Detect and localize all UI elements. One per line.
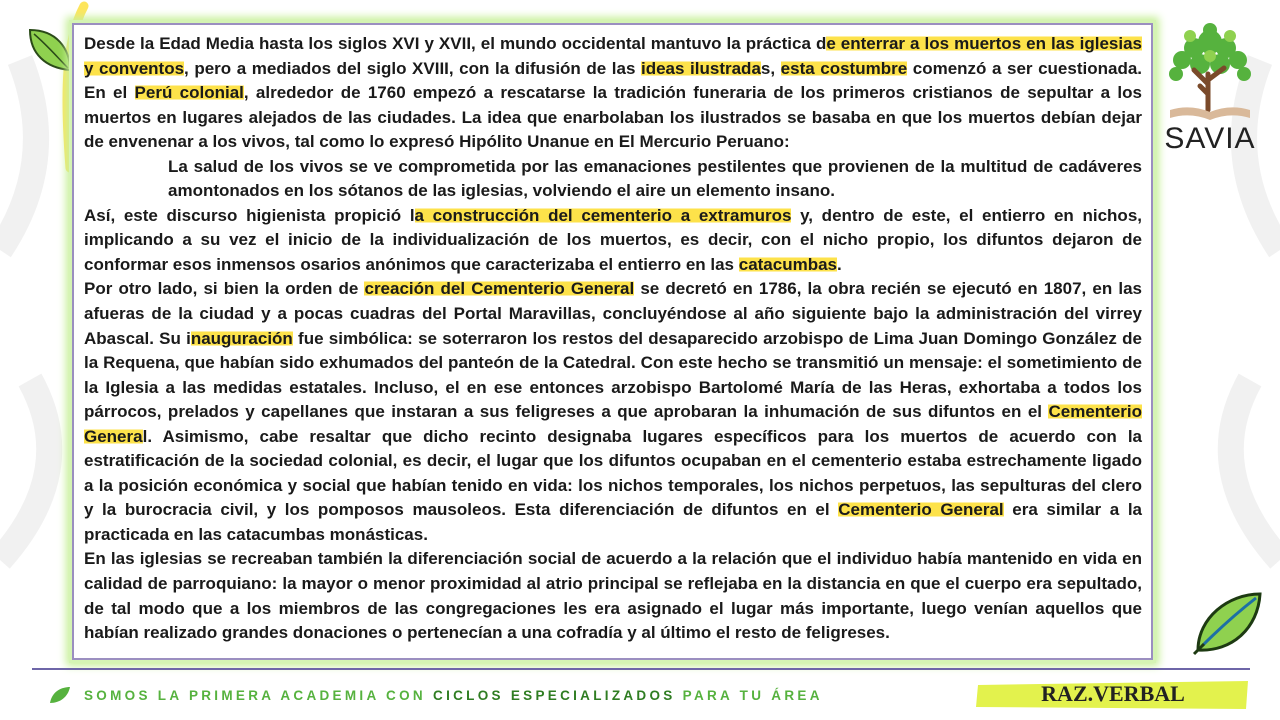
highlight: a construcción del cementerio a extramuros bbox=[414, 205, 792, 225]
highlight: Cementerio Genera bbox=[84, 402, 1142, 446]
reading-passage bbox=[84, 32, 1142, 646]
highlight: catacumbas bbox=[738, 254, 838, 274]
footer-divider bbox=[32, 668, 1250, 670]
subject-label: RAZ.VERBAL bbox=[976, 679, 1250, 711]
highlight: Perú colonial bbox=[134, 83, 244, 103]
highlight: e enterrar a los muertos en las iglesias y conventos bbox=[84, 34, 1142, 78]
leaf-icon bbox=[26, 24, 74, 74]
paragraph-3: Por otro lado, si bien la orden de creación del Cementerio General se decretó en 1786, la obra recién se ejecutó en 1807, en las afueras de la ciudad y a pocas cuadras del Portal Maravillas, concluyéndose al año siguiente bajo la administración del virrey Abascal. Su inauguración fue simbólica: se soterraron los restos del desaparecido arzobispo de Lima Juan Domingo González de la Requena, que habían sido exhumados del panteón de la Catedral. Con este hecho se transmitió un mensaje: el sometimiento de la Iglesia a las medidas estatales. Incluso, el en ese entonces arzobispo Bartolomé María de las Heras, exhortaba a todos los párrocos, prelados y capellanes que instaran a sus feligreses a que aprobaran la inhumación de sus difuntos en el Cementerio General. Asimismo, cabe resaltar que dicho recinto designaba lugares específicos para los muertos de acuerdo con la estratificación de la sociedad colonial, es decir, el lugar que los difuntos ocupaban en el cementerio estaba estrechamente ligado a la posición económica y social que habían tenido en vida: los nichos temporales, los nichos perpetuos, las sepulturas del clero y la burocracia civil, y los pomposos mausoleos. Esta diferenciación de difuntos en el Cementerio General era similar a la practicada en las catacumbas monásticas. bbox=[84, 279, 1142, 544]
paragraph-1: Desde la Edad Media hasta los siglos XVI y XVII, el mundo occidental mantuvo la práctica de enterrar a los muertos en las iglesias y conventos, pero a mediados del siglo XVIII, con la difusión de las ideas ilustradas, esta costumbre comenzó a ser cuestionada. En el Perú colonial, alrededor de 1760 empezó a rescatarse la tradición funeraria de los primeros cristianos de sepultar a los muertos en lugares alejados de las ciudades. La idea que enarbolaban los ilustrados se basaba en que los muertos debían dejar de envenenar a los vivos, tal como lo expresó Hipólito Unanue en El Mercurio Peruano: bbox=[84, 34, 1143, 152]
highlight: nauguración bbox=[190, 328, 293, 348]
highlight: Cementerio General bbox=[838, 500, 1004, 520]
footer-slogan: SOMOS LA PRIMERA ACADEMIA CON CICLOS ESPECIALIZADOS PARA TU ÁREA bbox=[48, 680, 823, 710]
brand-logo-text: SAVIA bbox=[1164, 122, 1256, 155]
highlight: ideas ilustrada bbox=[641, 58, 761, 78]
highlight: creación del Cementerio General bbox=[364, 279, 635, 299]
leaf-icon bbox=[48, 685, 72, 705]
highlight: esta costumbre bbox=[780, 58, 908, 78]
paragraph-4: En las iglesias se recreaban también la diferenciación social de acuerdo a la relación que el individuo había mantenido en vida en calidad de parroquiano: la mayor o menor proximidad al atrio principal se reflejaba en la distancia en que el cuerpo era sepultado, de tal modo que a los miembros de las congregaciones les era asignado el lugar más importante, luego venían aquellos que habían realizado grandes donaciones o pertenecían a una cofradía y al último el resto de feligreses. bbox=[84, 549, 1142, 643]
block-quote: La salud de los vivos se ve comprometida por las emanaciones pestilentes que provienen de la multitud de cadáveres amontonados en los sótanos de las iglesias, volviendo el aire un elemento insano. bbox=[168, 156, 1142, 201]
paragraph-2: Así, este discurso higienista propició la construcción del cementerio a extramuros y, dentro de este, el entierro en nichos, implicando a su vez el inicio de la individualización de los muertos, es decir, con el nicho propio, los difuntos dejaron de conformar esos inmensos osarios anónimos que caracterizaba el entierro en las catacumbas. bbox=[84, 205, 1142, 274]
leaf-icon bbox=[1188, 588, 1266, 660]
